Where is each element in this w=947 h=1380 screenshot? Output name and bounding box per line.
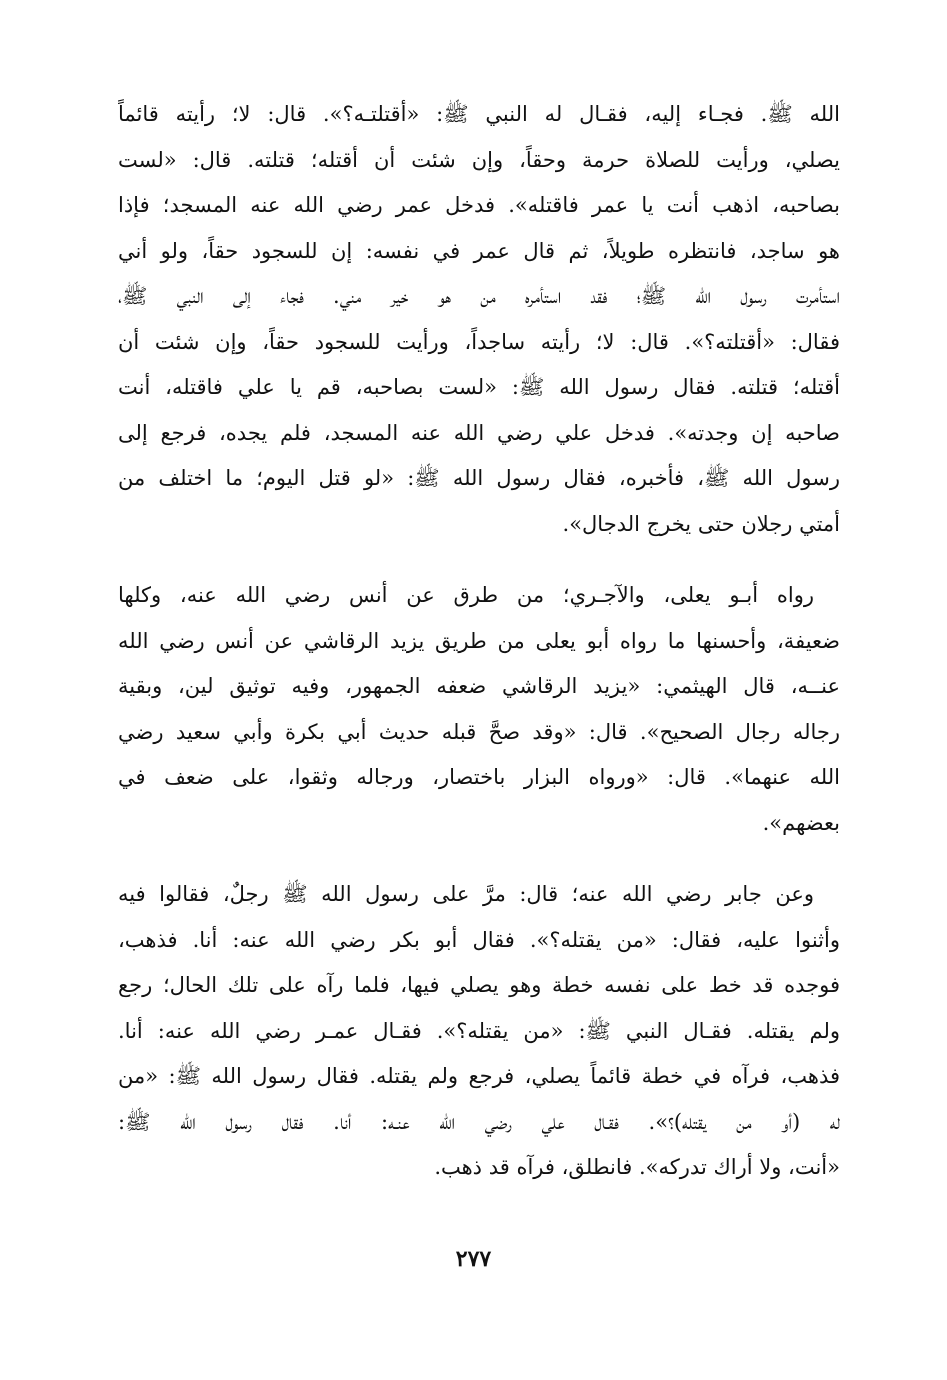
text-line: يصلي، ورأيت للصلاة حرمة وحقاً، وإن شئت أن أقتله؛ قتلته. قال: «لست [118,147,840,172]
text-line: فذهب، فرآه في خطة قائماً يصلي، فرجع ولم يقتله. فقال رسول الله ﷺ: «من [118,1064,840,1088]
text-line: فوجده قد خط على نفسه خطة وهو يصلي فيها، فلما رآه على تلك الحال؛ رجع [118,973,840,997]
paragraph-3 [118,872,840,1191]
text-line: بصاحبه، اذهب أنت يا عمر فاقتله». فدخل عمر رضي الله عنه المسجد؛ فإذا [118,193,840,217]
text-line: بعضهم». [762,810,840,835]
text-line: استأمرت رسول الله ﷺ؛ فقد استأمره من هو خير مني. فجاء إلى النبي ﷺ، [118,284,840,308]
text-line: أقتله؛ قتلته. فقال رسول الله ﷺ: «لست بصاحبه، قم يا علي فاقتله، أنت [118,375,840,399]
text-line: ولم يقتله. فقـال النبي ﷺ: «من يقتله؟». فقـال عمـر رضي الله عنه: أنا. [118,1018,840,1043]
text-line: رجاله رجال الصحيح». قال: «وقد صحَّ قبله حديث أبي بكرة وأبي سعيد رضي [118,719,840,744]
paragraph-2 [118,573,840,846]
page-number: ٢٧٧ [455,1246,492,1272]
paragraph-1 [118,92,840,547]
text-line: ضعيفة، وأحسنها ما رواه أبو يعلى من طريق يزيد الرقاشي عن أنس رضي الله [118,628,840,653]
text-line: هو ساجد، فانتظره طويلاً، ثم قال عمر في نفسه: إن للسجود حقاً، ولو أني [118,238,840,263]
text-line: صاحبه إن وجدته». فدخل علي رضي الله عنه المسجد، فلم يجده، فرجع إلى [118,420,840,445]
text-line: أمتي رجلان حتى يخرج الدجال». [562,511,840,536]
text-line: له (أو من يقتله)؟». فقـال علي رضي الله عنـه: أنا. فقال رسول الله ﷺ: [118,1109,840,1134]
text-line: رسول الله ﷺ، فأخبره، فقال رسول الله ﷺ: «لو قتل اليوم؛ ما اختلف من [118,466,840,490]
text-line: «أنت، ولا أراك تدركه». فانطلق، فرآه قد ذهب. [434,1155,840,1179]
text-line: رواه أبـو يعلى، والآجـري؛ من طرق عن أنس رضي الله عنه، وكلها [118,583,814,607]
text-line: وعن جابر رضي الله عنه؛ قال: مرَّ على رسول الله ﷺ رجلٌ، فقالوا فيه [118,882,814,906]
text-line: الله ﷺ. فجـاء إليه، فقـال له النبي ﷺ: «أقتلتـه؟». قال: لا؛ رأيته قائماً [118,102,840,126]
page-body [118,92,840,1191]
text-line: الله عنهما». قال: «ورواه البزار باختصار، ورجاله وثقوا، على ضعف في [118,765,840,789]
text-line: وأثنوا عليه، فقال: «من يقتله؟». فقال أبو بكر رضي الله عنه: أنا. فذهب، [118,927,840,952]
text-line: عنــه، قال الهيثمي: «يزيد الرقاشي ضعفه الجمهور، وفيه توثيق لين، وبقية [118,674,840,698]
text-line: فقال: «أقتلته؟». قال: لا؛ رأيته ساجداً، ورأيت للسجود حقاً، وإن شئت أن [118,329,840,354]
